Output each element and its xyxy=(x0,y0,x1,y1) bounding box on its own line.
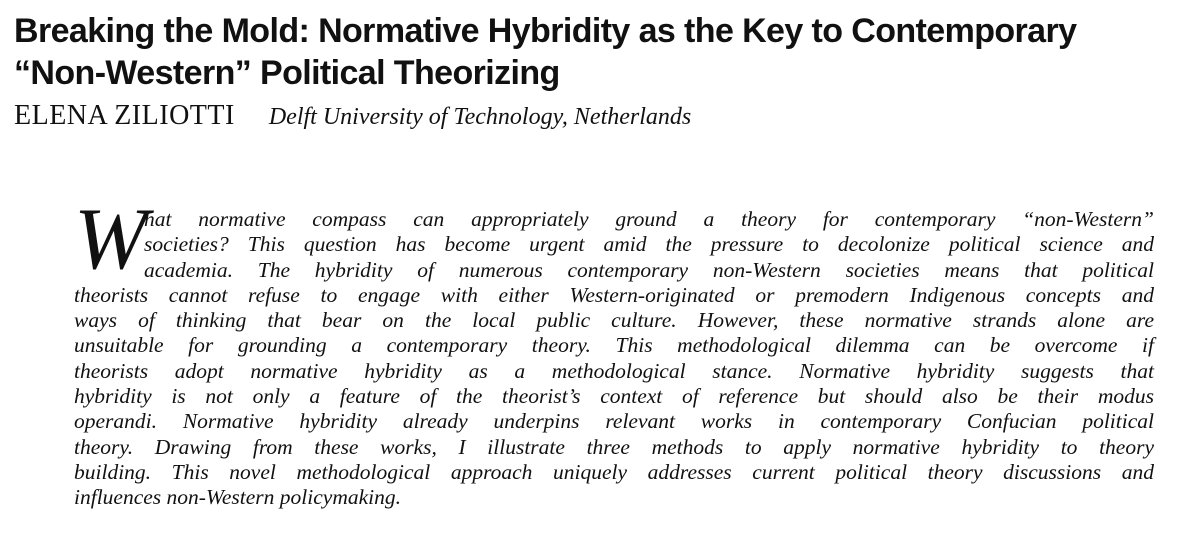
title-line-2: “Non-Western” Political Theorizing xyxy=(14,54,560,92)
abstract-line: hybridity is not only a feature of the theorist’s context of reference but should also be their modus xyxy=(74,384,1154,409)
abstract-line: building. This novel methodological approach uniquely addresses current political theory discussions and xyxy=(74,459,1154,484)
byline xyxy=(14,100,691,132)
abstract-line: influences non-Western policymaking. xyxy=(74,485,402,510)
article-title xyxy=(14,10,1194,94)
author-name: ELENA ZILIOTTI xyxy=(14,100,235,131)
abstract-line: ways of thinking that bear on the local public culture. However, these normative strands alone are xyxy=(74,308,1154,333)
abstract-line: hat normative compass can appropriately ground a theory for contemporary “non-Western” xyxy=(144,207,1154,231)
abstract xyxy=(74,207,1154,511)
abstract-line: societies? This question has become urgent amid the pressure to decolonize political science and xyxy=(144,232,1154,257)
abstract-line: operandi. Normative hybridity already underpins relevant works in contemporary Confucian political xyxy=(74,409,1154,434)
author-affiliation: Delft University of Technology, Netherlands xyxy=(268,104,692,130)
abstract-line: theory. Drawing from these works, I illustrate three methods to apply normative hybridity to theory xyxy=(74,434,1154,459)
abstract-line: theorists adopt normative hybridity as a methodological stance. Normative hybridity suggests that xyxy=(74,358,1154,383)
abstract-line: academia. The hybridity of numerous contemporary non-Western societies means that political xyxy=(144,257,1154,282)
drop-cap: W xyxy=(74,191,148,288)
abstract-line: theorists cannot refuse to engage with either Western-originated or premodern Indigenous concepts and xyxy=(74,282,1154,307)
abstract-line: unsuitable for grounding a contemporary theory. This methodological dilemma can be overcome if xyxy=(74,333,1154,358)
title-line-1: Breaking the Mold: Normative Hybridity as the Key to Contemporary xyxy=(14,12,1077,50)
